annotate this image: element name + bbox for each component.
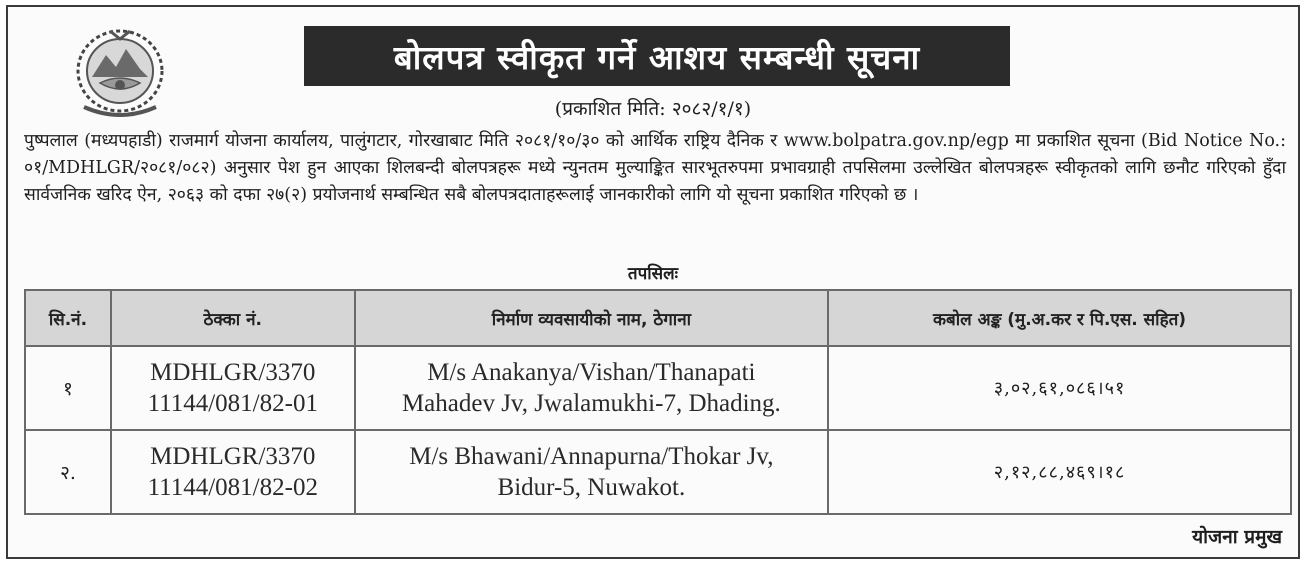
header-amount: कबोल अङ्क (मु.अ.कर र पि.एस. सहित)	[828, 290, 1291, 346]
cell-bidder	[355, 346, 828, 430]
notice-body-text: पुष्पलाल (मध्यपहाडी) राजमार्ग योजना कार्यालय, पालुंगटार, गोरखाबाट मिति २०८१/१०/३० को आर्थिक राष्ट्रिय दैनिक र www.bolpatra.gov.np/egp मा प्रकाशित सूचना (Bid Notice No.: ०१/MDHLGR/२०८१/०८२) अनुसार पेश हुन आएका शिलबन्दी बोलपत्रहरू मध्ये न्युनतम मुल्याङ्कित सारभूतरुपमा प्रभावग्राही तपसिलमा उल्लेखित बोलपत्रहरू स्वीकृतको लागि छनौट गरिएको हुँदा सार्वजनिक खरिद ऐन, २०६३ को दफा २७(२) प्रयोजनार्थ सम्बन्धित सबै बोलपत्रदाताहरूलाई जानकारीको लागि यो सूचना प्रकाशित गरिएको छ ।	[24, 131, 1286, 205]
cell-amount: ३,०२,६१,०८६।५१	[828, 346, 1291, 430]
notice-title: बोलपत्र स्वीकृत गर्ने आशय सम्बन्धी सूचना	[304, 26, 1010, 86]
header-contract-no: ठेक्का नं.	[111, 290, 355, 346]
bidder-line: M/s Anakanya/Vishan/Thanapati	[427, 359, 756, 386]
cell-bidder	[355, 430, 828, 514]
cell-sn: १	[25, 346, 111, 430]
contract-line: MDHLGR/3370	[150, 443, 316, 470]
cell-sn: २.	[25, 430, 111, 514]
header-bidder: निर्माण व्यवसायीको नाम, ठेगाना	[355, 290, 828, 346]
table-row	[25, 430, 1291, 514]
contract-line: 11144/081/82-01	[147, 390, 318, 417]
table-header-row	[25, 290, 1291, 346]
notice-frame	[6, 5, 1300, 559]
cell-contract-no	[111, 430, 355, 514]
contract-line: 11144/081/82-02	[147, 474, 318, 501]
bidder-line: Mahadev Jv, Jwalamukhi-7, Dhading.	[401, 390, 781, 417]
cell-amount: २,१२,८८,४६९।१८	[828, 430, 1291, 514]
published-date: (प्रकाशित मिति: २०८२/१/१)	[554, 98, 752, 120]
bid-table	[24, 289, 1292, 515]
cell-contract-no	[111, 346, 355, 430]
details-heading: तपसिलः	[627, 264, 679, 284]
contract-line: MDHLGR/3370	[150, 359, 316, 386]
bidder-line: Bidur-5, Nuwakot.	[497, 474, 686, 501]
signature-designation: योजना प्रमुख	[1192, 526, 1282, 548]
table-row	[25, 346, 1291, 430]
bidder-line: M/s Bhawani/Annapurna/Thokar Jv,	[409, 443, 774, 470]
header-sn: सि.नं.	[25, 290, 111, 346]
